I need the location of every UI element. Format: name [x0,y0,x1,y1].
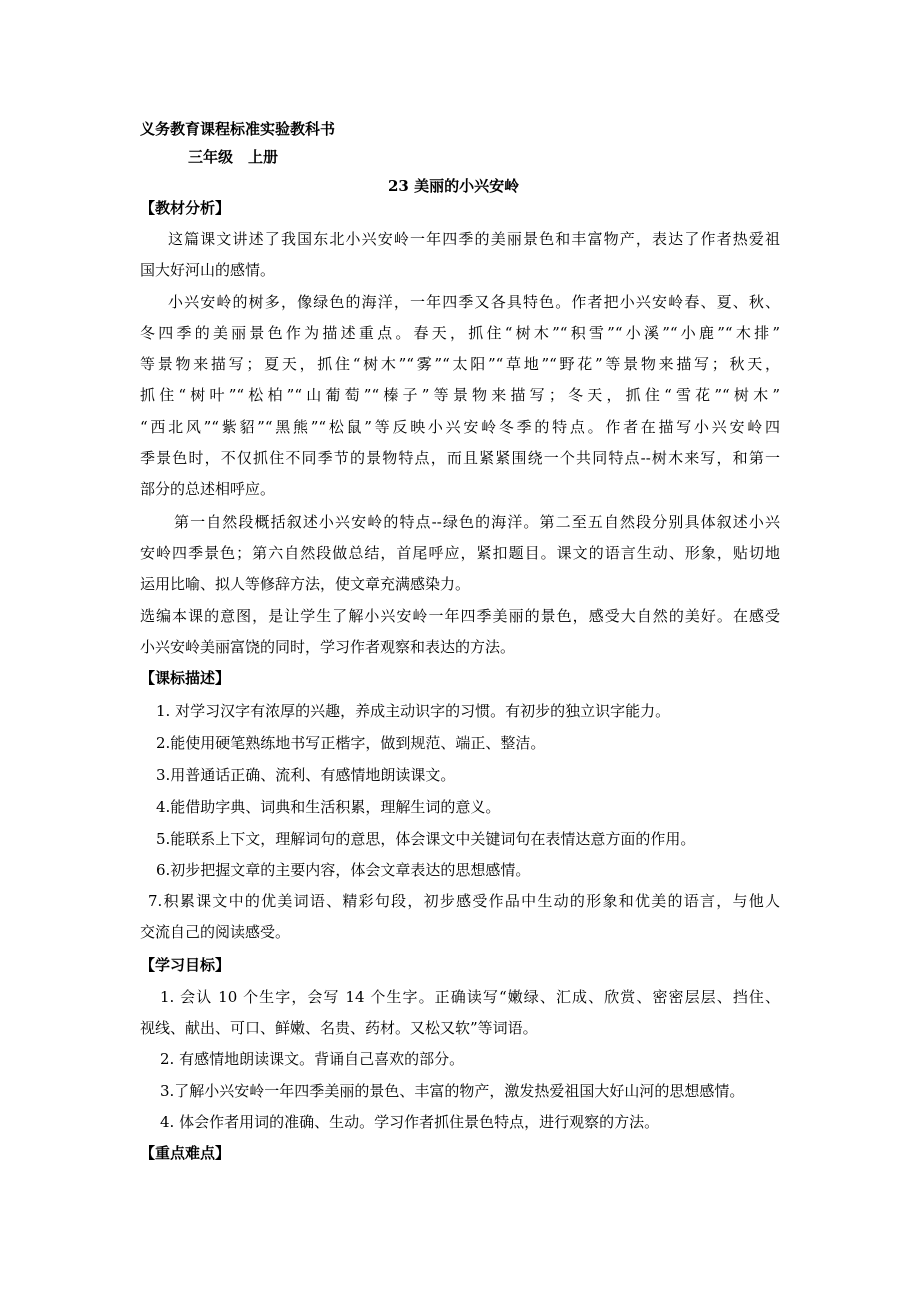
objectives-heading: 【学习目标】 [140,956,231,974]
standards-item: 2.能使用硬笔熟练地书写正楷字，做到规范、端正、整洁。 [156,734,546,752]
objectives-item: 2. 有感情地朗读课文。背诵自己喜欢的部分。 [160,1050,465,1068]
analysis-line: 选编本课的意图，是让学生了解小兴安岭一年四季美丽的景色，感受大自然的美好。在感受 [140,607,780,625]
analysis-line: 季景色时，不仅抓住不同季节的景物特点，而且紧紧围绕一个共同特点--树木来写，和第一 [140,449,780,467]
standards-heading: 【课标描述】 [140,669,231,687]
analysis-line: “西北风”“紫貂”“黑熊”“松鼠”等反映小兴安岭冬季的特点。作者在描写小兴安岭四 [140,418,780,436]
objectives-item: 3.了解小兴安岭一年四季美丽的景色、丰富的物产，激发热爱祖国大好山河的思想感情。 [160,1082,745,1100]
analysis-line: 第一自然段概括叙述小兴安岭的特点--绿色的海洋。第二至五自然段分别具体叙述小兴 [174,513,780,531]
series-title: 义务教育课程标准实验教科书 [140,120,336,138]
standards-item: 5.能联系上下文，理解词句的意思，体会课文中关键词句在表情达意方面的作用。 [156,830,696,848]
standards-item: 6.初步把握文章的主要内容，体会文章表达的思想感情。 [156,861,531,879]
analysis-line: 小兴安岭的树多，像绿色的海洋，一年四季又各具特色。作者把小兴安岭春、夏、秋、 [168,293,780,311]
objectives-item: 视线、献出、可口、鲜嫩、名贵、药材。又松又软”等词语。 [140,1019,538,1037]
objectives-item: 1. 会认 10 个生字，会写 14 个生字。正确读写“嫩绿、汇成、欣赏、密密层层、挡住、 [160,988,780,1006]
difficulties-heading: 【重点难点】 [140,1144,231,1162]
analysis-heading: 【教材分析】 [140,199,231,217]
standards-item: 交流自己的阅读感受。 [140,923,291,941]
analysis-line: 安岭四季景色；第六自然段做总结，首尾呼应，紧扣题目。课文的语言生动、形象，贴切地 [140,544,780,562]
analysis-line: 国大好河山的感情。 [140,261,276,279]
analysis-line: 等景物来描写；夏天，抓住“树木”“雾”“太阳”“草地”“野花”等景物来描写；秋天， [140,355,780,373]
analysis-line: 小兴安岭美丽富饶的同时，学习作者观察和表达的方法。 [140,638,516,656]
analysis-line: 运用比喻、拟人等修辞方法，使文章充满感染力。 [140,575,471,593]
analysis-line: 抓住“树叶”“松柏”“山葡萄”“榛子”等景物来描写；冬天，抓住“雪花”“树木” [140,386,780,404]
standards-item: 3.用普通话正确、流利、有感情地朗读课文。 [156,766,456,784]
analysis-line: 冬四季的美丽景色作为描述重点。春天，抓住“树木”“积雪”“小溪”“小鹿”“木排” [140,324,780,342]
analysis-line: 部分的总述相呼应。 [140,480,276,498]
grade-label: 三年级 上册 [188,148,279,166]
standards-item: 1. 对学习汉字有浓厚的兴趣，养成主动识字的习惯。有初步的独立识字能力。 [156,702,671,720]
lesson-title: 23 美丽的小兴安岭 [388,177,520,195]
standards-item: 4.能借助字典、词典和生活积累，理解生词的意义。 [156,798,501,816]
analysis-line: 这篇课文讲述了我国东北小兴安岭一年四季的美丽景色和丰富物产，表达了作者热爱祖 [168,230,780,248]
objectives-item: 4. 体会作者用词的准确、生动。学习作者抓住景色特点，进行观察的方法。 [160,1113,660,1131]
standards-item: 7.积累课文中的优美词语、精彩句段，初步感受作品中生动的形象和优美的语言，与他人 [148,892,780,910]
